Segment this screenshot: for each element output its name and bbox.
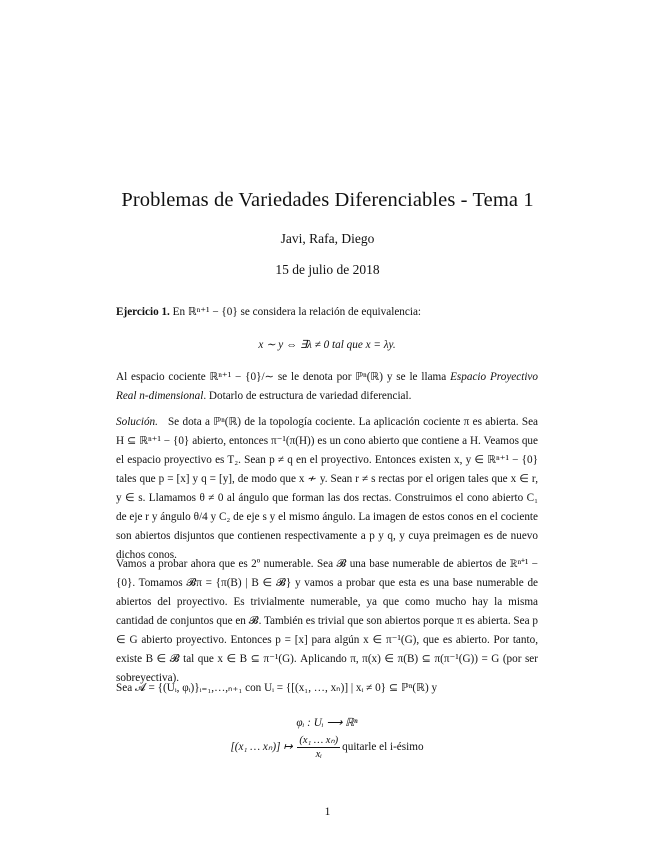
quotient-text-2: . Dotarlo de estructura de variedad diferencial.: [203, 390, 412, 402]
equivalence-relation: x ∼ y ⇔ ∃λ ≠ 0 tal que x = λy.: [258, 339, 396, 351]
authors: Javi, Rafa, Diego: [280, 231, 375, 246]
quotient-text-em: Espacio Proyectivo Real n-dimensional: [116, 371, 538, 402]
solution-label: Solución.: [116, 416, 158, 428]
formula-denominator: xᵢ: [315, 749, 322, 760]
formula-right: quitarle el i-ésimo: [342, 741, 424, 754]
paper-title: Problemas de Variedades Diferenciables - Tema 1: [121, 189, 534, 211]
solution-p1-text: Se dota a ℙⁿ(ℝ) de la topología cociente. La aplicación cociente π es abierta. Sea H ⊆ ℝⁿ⁺¹ − {0} abierto, entonces π⁻¹(π(H)) es un cono abierto que contiene a H. Veamos que el espacio proyectivo es T₂. Sean p ≠ q en el proyectivo. Entonces existen x, y ∈ ℝⁿ⁺¹ − {0} tales que p = [x] y q = [y], de modo que x ≁ y. Sean r ≠ s rectas por el origen tales que x ∈ r, y ∈ s. Llamamos θ ≠ 0 al ángulo que forman las dos rectas. Construimos el cono abierto C₁ de eje r y ángulo θ/4 y C₂ de eje s y el mismo ángulo. La imagen de estos conos en el cociente son abiertos disjuntos que contienen respectivamente a p y q, y cuya preimagen es de nuevo dichos conos.: [116, 416, 539, 561]
solution-paragraph-3: Sea 𝓐 = {(Uᵢ, φᵢ)}ᵢ₌₁,…,ₙ₊₁ con Uᵢ = {[(x₁, …, xₙ)] | xᵢ ≠ 0} ⊆ ℙⁿ(ℝ) y: [116, 682, 438, 694]
date: 15 de julio de 2018: [275, 262, 380, 277]
chart-map-formula: [116, 734, 538, 761]
formula-left: [(x₁ … xₙ)] ↦: [230, 741, 293, 754]
formula-fraction: [297, 734, 340, 761]
exercise-label: Ejercicio 1.: [116, 306, 170, 318]
page-number: 1: [324, 806, 331, 818]
quotient-definition: [116, 368, 538, 406]
formula-numerator: (x₁ … xₙ): [299, 735, 339, 746]
solution-paragraph-1: [116, 413, 538, 565]
chart-map-signature: φᵢ : Uᵢ ⟶ ℝⁿ: [296, 717, 358, 729]
exercise-statement: [116, 303, 538, 322]
exercise-statement-text: En ℝⁿ⁺¹ − {0} se considera la relación de equivalencia:: [172, 306, 422, 318]
solution-paragraph-2: Vamos a probar ahora que es 2º numerable. Sea 𝓑 una base numerable de abiertos de ℝⁿ⁺¹ − {0}. Tomamos 𝓑π = {π(B) | B ∈ 𝓑} y vamos a probar que esta es una base numerable de abiertos del proyectivo. Es trivialmente numerable, ya que como mucho hay la misma cantidad de conjuntos que en 𝓑. También es trivial que son abiertos porque π es abierta. Sea p ∈ G abierto proyectivo. Entonces p = [x] para algún x ∈ π⁻¹(G), que es abierto. Por tanto, existe B ∈ 𝓑 tal que x ∈ B ⊆ π⁻¹(G). Aplicando π, π(x) ∈ π(B) ⊆ π(π⁻¹(G)) = G (por ser sobreyectiva).: [116, 558, 538, 684]
quotient-text-1: Al espacio cociente ℝⁿ⁺¹ − {0}/∼ se le denota por ℙⁿ(ℝ) y se le llama: [116, 371, 451, 383]
